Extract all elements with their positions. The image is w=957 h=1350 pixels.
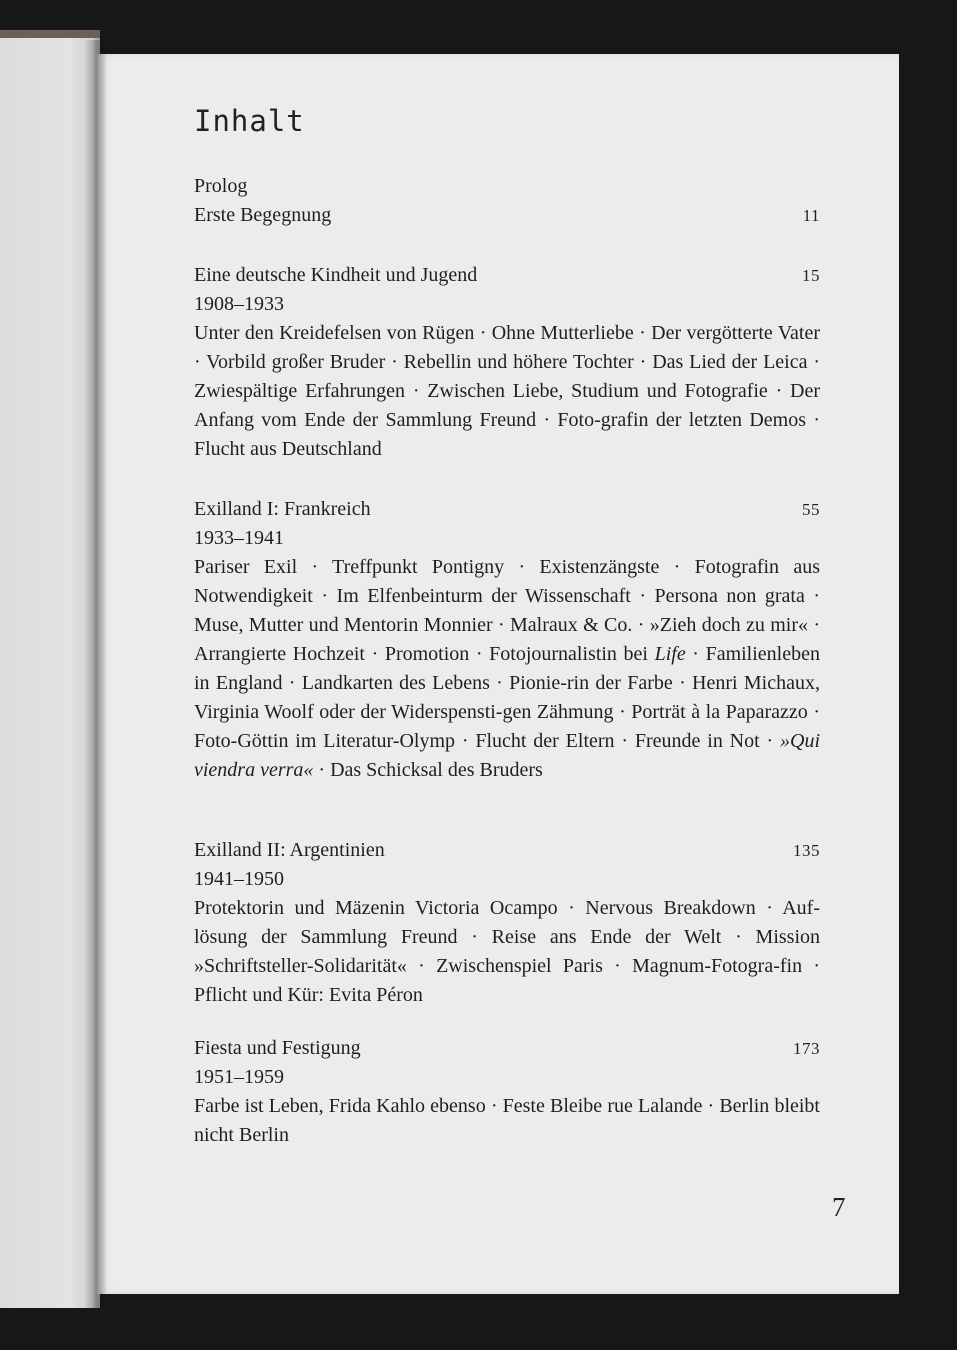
toc-chapter-3 (194, 836, 820, 1010)
chapter-title: Exilland I: Frankreich (194, 498, 371, 520)
prologue-row (194, 201, 820, 230)
description-italic: Life (654, 643, 686, 665)
chapter-description (194, 1092, 820, 1150)
chapter-description (194, 553, 820, 785)
page-number: 7 (832, 1192, 846, 1222)
prologue-subtitle: Erste Begegnung (194, 204, 332, 226)
chapter-years: 1951–1959 (194, 1066, 284, 1088)
description-italic: »Qui viendra verra« (194, 730, 820, 781)
chapter-years: 1933–1941 (194, 527, 284, 549)
description-text: · Das Schicksal des Bruders (313, 759, 543, 781)
chapter-description (194, 319, 820, 464)
page-title: Inhalt (194, 104, 305, 138)
chapter-page-number: 135 (793, 841, 820, 860)
chapter-page-number: 173 (793, 1039, 820, 1058)
chapter-years: 1941–1950 (194, 868, 284, 890)
chapter-title-row (194, 495, 820, 524)
toc-chapter-2 (194, 495, 820, 785)
chapter-title-row (194, 836, 820, 865)
spine-shadow (84, 40, 106, 1308)
chapter-page-number: 15 (802, 266, 820, 285)
toc-chapter-1 (194, 261, 820, 464)
chapter-title: Eine deutsche Kindheit und Jugend (194, 264, 478, 286)
prologue-page-number: 11 (802, 206, 820, 225)
chapter-title-row (194, 261, 820, 290)
description-text: · Familienleben in England · Landkarten des Lebens · Pionie-rin der Farbe · Henri Michaux, Virginia Woolf oder der Widerspensti-gen Zähmung · Porträt à la Paparazzo · Foto-Göttin im Literatur-Olymp · Flucht der Eltern · Freunde in Not · (194, 643, 820, 752)
chapter-description (194, 894, 820, 1010)
description-text: Pariser Exil · Treffpunkt Pontigny · Existenzängste · Fotografin aus Notwendigkeit · Im Elfenbeinturm der Wissenschaft · Persona non grata · Muse, Mutter und Mentorin Monnier · Malraux & Co. · »Zieh doch zu mir« · Arrangierte Hochzeit · Promotion · Fotojournalistin bei (194, 556, 820, 665)
prologue-label: Prolog (194, 175, 248, 197)
description-text: Protektorin und Mäzenin Victoria Ocampo · Nervous Breakdown · Auf-lösung der Sammlung Freund · Reise ans Ende der Welt · Mission »Schriftsteller-Solidarität« · Zwischenspiel Paris · Magnum-Fotogra-fin · Pflicht und Kür: Evita Péron (194, 897, 820, 1006)
chapter-title-row (194, 1034, 820, 1063)
chapter-title: Exilland II: Argentinien (194, 839, 385, 861)
chapter-page-number: 55 (802, 500, 820, 519)
chapter-title: Fiesta und Festigung (194, 1037, 361, 1059)
chapter-years: 1908–1933 (194, 293, 284, 315)
description-text: Farbe ist Leben, Frida Kahlo ebenso · Feste Bleibe rue Lalande · Berlin bleibt nicht Berlin (194, 1095, 820, 1146)
toc-chapter-4 (194, 1034, 820, 1150)
toc-prologue (194, 172, 820, 230)
description-text: Unter den Kreidefelsen von Rügen · Ohne Mutterliebe · Der vergötterte Vater · Vorbild großer Bruder · Rebellin und höhere Tochter · Das Lied der Leica · Zwiespältige Erfahrungen · Zwischen Liebe, Studium und Fotografie · Der Anfang vom Ende der Sammlung Freund · Foto-grafin der letzten Demos · Flucht aus Deutschland (194, 322, 820, 460)
